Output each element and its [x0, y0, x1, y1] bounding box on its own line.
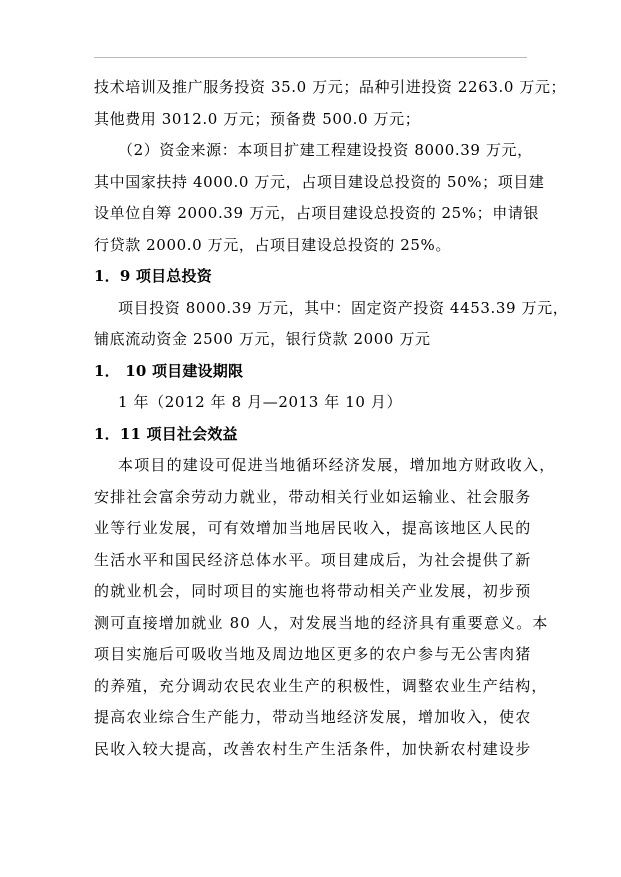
budget-line-2: 其他费用 3012.0 万元；预备费 500.0 万元；	[94, 109, 421, 128]
investment-line-2: 铺底流动资金 2500 万元，银行贷款 2000 万元	[94, 330, 431, 348]
document-body	[94, 72, 569, 765]
social-benefit-line-4: 生活水平和国民经济总体水平。项目建成后，为社会提供了新	[94, 550, 532, 569]
social-benefit-line-5: 的就业机会，同时项目的实施也将带动相关产业发展，初步预	[94, 582, 532, 600]
social-benefit-line-9: 提高农业综合生产能力，带动当地经济发展，增加收入，使农	[94, 708, 532, 726]
social-benefit-line-6: 测可直接增加就业 80 人，对发展当地的经济具有重要意义。本	[94, 613, 549, 632]
social-benefit-line-1: 本项目的建设可促进当地循环经济发展，增加地方财政收入，	[118, 456, 556, 474]
social-benefit-line-3: 业等行业发展，可有效增加当地居民收入，提高该地区人民的	[94, 519, 532, 537]
social-benefit-line-8: 的养殖，充分调动农民农业生产的积极性，调整农业生产结构，	[94, 676, 548, 695]
investment-line-1: 项目投资 8000.39 万元，其中：固定资产投资 4453.39 万元，	[118, 298, 569, 317]
funding-line-2: 其中国家扶持 4000.0 万元，占项目建设总投资的 50%；项目建	[94, 172, 545, 191]
budget-line-1: 技术培训及推广服务投资 35.0 万元；品种引进投资 2263.0 万元；	[94, 78, 567, 96]
funding-line-3: 设单位自筹 2000.39 万元，占项目建设总投资的 25%；申请银	[94, 204, 540, 222]
funding-line-1: （2）资金来源：本项目扩建工程建设投资 8000.39 万元，	[118, 141, 533, 159]
social-benefit-line-7: 项目实施后可吸收当地及周边地区更多的农户参与无公害肉猪	[94, 645, 532, 663]
section-heading-1-9: 1．9 项目总投资	[94, 267, 212, 285]
funding-line-4: 行贷款 2000.0 万元，占项目建设总投资的 25%。	[94, 235, 451, 254]
social-benefit-line-2: 安排社会富余劳动力就业，带动相关行业如运输业、社会服务	[94, 487, 532, 506]
social-benefit-line-10: 民收入较大提高，改善农村生产生活条件，加快新农村建设步	[94, 739, 532, 758]
construction-period-line: 1 年（2012 年 8 月—2013 年 10 月）	[118, 393, 403, 411]
page-header-rule	[94, 57, 527, 58]
section-heading-1-11: 1．11 项目社会效益	[94, 424, 238, 443]
section-heading-1-10: 1． 10 项目建设期限	[94, 361, 244, 380]
